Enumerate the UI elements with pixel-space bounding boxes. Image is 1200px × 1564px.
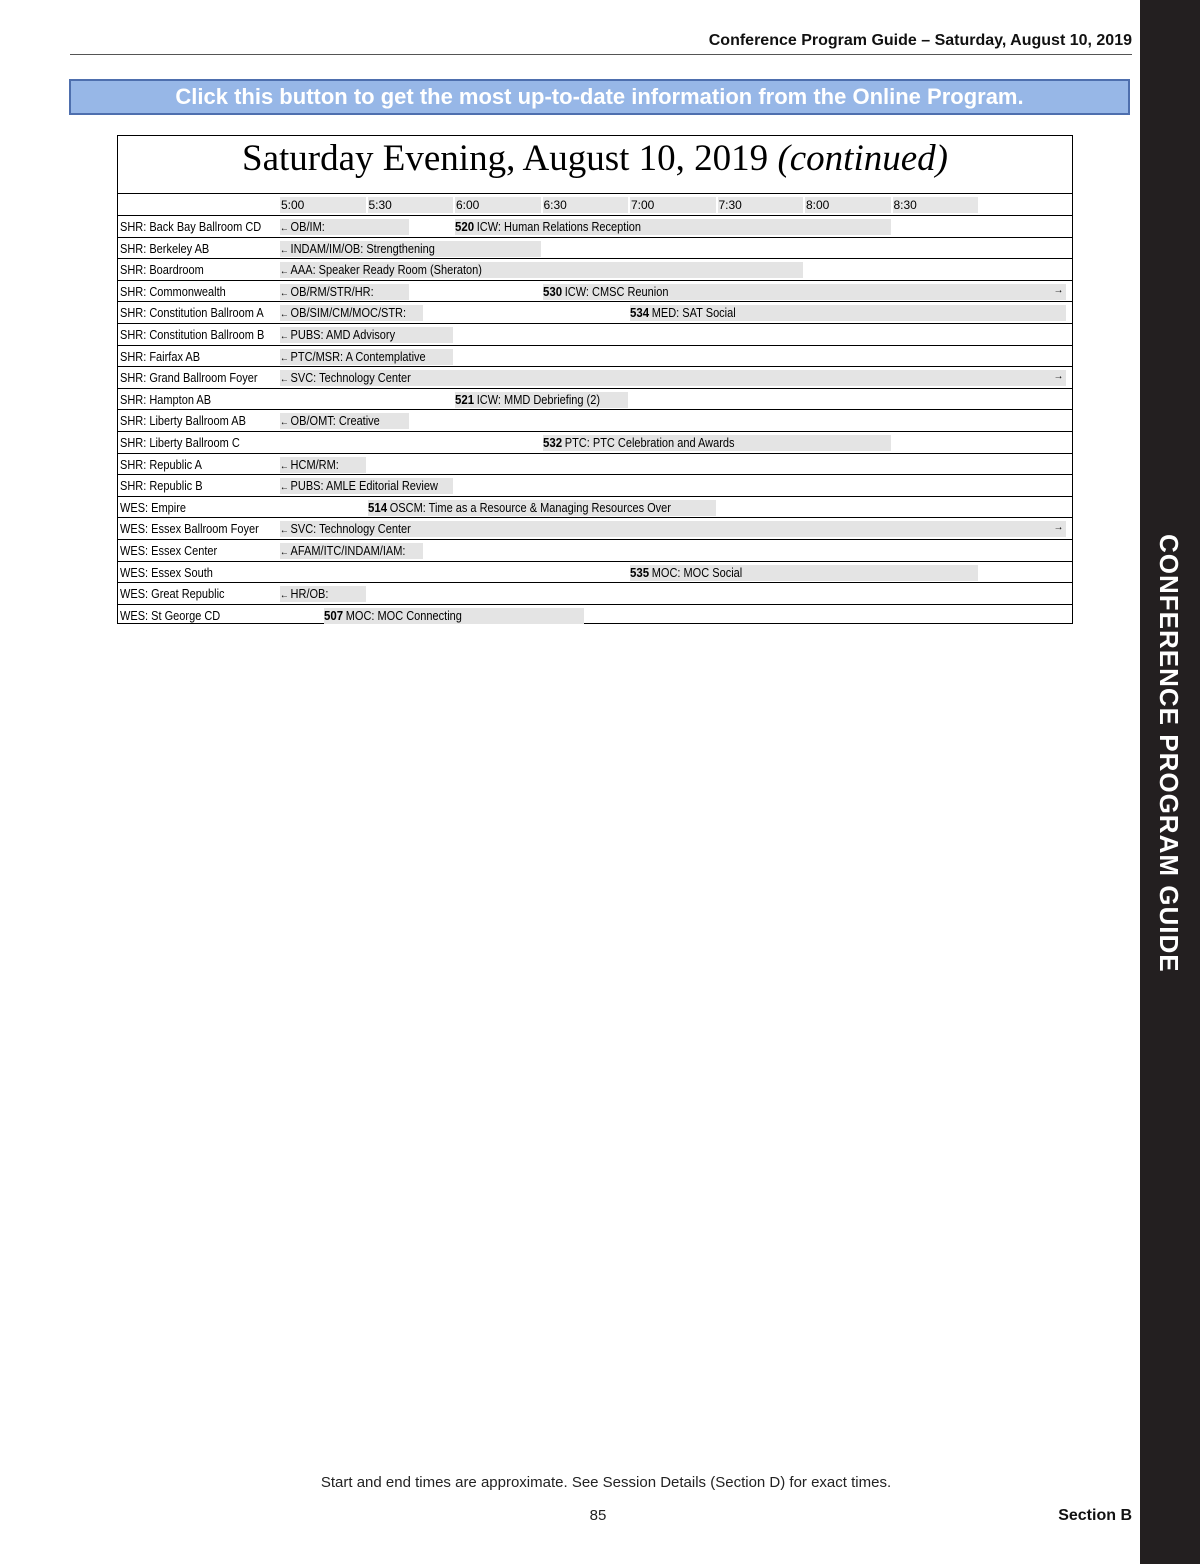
session-title: OB/SIM/CM/MOC/STR:	[290, 306, 407, 321]
session-title: PTC/MSR: A Contemplative	[290, 349, 426, 364]
session-block[interactable]	[280, 327, 453, 343]
session-title: ICW: Human Relations Reception	[476, 220, 642, 234]
room-name: SHR: Fairfax AB	[120, 349, 201, 364]
arrow-left-icon: ←	[280, 266, 289, 278]
session-title: SVC: Technology Center	[290, 522, 411, 537]
session-content	[280, 219, 325, 235]
online-program-button[interactable]: Click this button to get the most up-to-date information from the Online Program.	[69, 79, 1130, 115]
session-title: HR/OB:	[290, 587, 329, 602]
arrow-left-icon: ←	[280, 525, 289, 537]
session-title: OB/OMT: Creative	[290, 414, 380, 429]
session-block[interactable]	[543, 284, 1066, 300]
session-content	[455, 392, 600, 408]
time-label: 5:30	[368, 197, 454, 213]
session-block[interactable]	[280, 262, 803, 278]
room-name: SHR: Commonwealth	[120, 284, 226, 299]
room-name: WES: Essex Ballroom Foyer	[120, 522, 259, 537]
session-title: AAA: Speaker Ready Room (Sheraton)	[290, 263, 482, 278]
room-name: SHR: Constitution Ballroom A	[120, 306, 264, 321]
session-block[interactable]	[630, 565, 978, 581]
time-label: 5:00	[280, 197, 366, 213]
arrow-right-icon: →	[1053, 284, 1064, 296]
session-title: INDAM/IM/OB: Strengthening	[290, 241, 435, 256]
session-content	[630, 305, 736, 321]
arrow-left-icon: ←	[280, 331, 289, 342]
session-content	[630, 565, 742, 581]
table-row	[118, 562, 1072, 584]
room-name: WES: Essex Center	[120, 544, 218, 558]
session-title: OB/RM/STR/HR:	[290, 284, 374, 299]
table-row	[118, 324, 1072, 346]
schedule-title	[118, 136, 1072, 194]
session-block[interactable]	[280, 284, 409, 300]
arrow-left-icon: ←	[280, 352, 289, 364]
session-content	[543, 284, 668, 300]
table-row	[118, 475, 1072, 497]
schedule-title-suffix: (continued)	[777, 138, 948, 179]
session-block[interactable]	[280, 219, 409, 235]
session-block[interactable]	[368, 500, 716, 516]
session-number: 532	[542, 435, 562, 450]
session-title: PUBS: AMD Advisory	[290, 328, 396, 342]
room-name: WES: Great Republic	[120, 587, 225, 602]
arrow-left-icon: ←	[280, 374, 289, 386]
time-label: 8:00	[805, 197, 891, 213]
session-title: OB/IM:	[290, 220, 325, 234]
arrow-left-icon: ←	[280, 460, 289, 472]
table-row	[118, 216, 1072, 238]
session-number: 530	[542, 283, 562, 299]
arrow-left-icon: ←	[280, 482, 289, 494]
session-content	[324, 608, 462, 624]
session-block[interactable]	[280, 413, 409, 429]
session-title: HCM/RM:	[290, 457, 339, 472]
session-title: AFAM/ITC/INDAM/IAM:	[290, 544, 406, 558]
session-block[interactable]	[280, 370, 1066, 386]
header-divider	[70, 54, 1132, 55]
session-content	[280, 327, 395, 343]
room-name: SHR: Back Bay Ballroom CD	[120, 220, 262, 234]
room-name: SHR: Boardroom	[120, 263, 204, 278]
table-row	[118, 410, 1072, 432]
session-block[interactable]	[280, 305, 423, 321]
arrow-left-icon: ←	[280, 590, 289, 602]
arrow-left-icon: ←	[280, 244, 289, 256]
session-number: 535	[630, 564, 650, 580]
session-title: ICW: MMD Debriefing (2)	[476, 392, 601, 407]
table-row	[118, 497, 1072, 519]
time-label: 7:00	[630, 197, 716, 213]
session-content	[543, 435, 735, 451]
session-number: 521	[455, 391, 475, 407]
arrow-right-icon: →	[1053, 522, 1064, 534]
session-number: 520	[455, 219, 475, 234]
session-content	[280, 478, 438, 494]
session-content	[280, 305, 406, 321]
session-block[interactable]	[324, 608, 585, 624]
session-title: SVC: Technology Center	[290, 371, 411, 386]
session-number: 534	[630, 305, 650, 321]
side-tab-label: CONFERENCE PROGRAM GUIDE	[1154, 534, 1184, 973]
time-label: 8:30	[893, 197, 979, 213]
session-content	[280, 370, 411, 386]
session-title: PTC: PTC Celebration and Awards	[564, 436, 735, 450]
room-name: WES: St George CD	[120, 608, 221, 623]
session-block[interactable]	[455, 219, 891, 235]
table-row	[118, 605, 1072, 627]
room-name: SHR: Berkeley AB	[120, 241, 210, 256]
room-name: SHR: Republic B	[120, 479, 203, 494]
schedule-grid	[117, 135, 1073, 624]
session-block[interactable]	[455, 392, 628, 408]
session-title: OSCM: Time as a Resource & Managing Resources Over	[389, 500, 671, 515]
session-block[interactable]	[280, 349, 453, 365]
session-block[interactable]	[280, 543, 423, 559]
session-content	[280, 586, 328, 602]
table-row	[118, 432, 1072, 454]
table-row	[118, 238, 1072, 260]
session-block[interactable]	[280, 241, 541, 257]
arrow-left-icon: ←	[280, 309, 289, 321]
schedule-title-main: Saturday Evening, August 10, 2019	[242, 138, 769, 179]
arrow-left-icon: ←	[280, 287, 289, 299]
session-content	[280, 241, 435, 257]
session-block[interactable]	[280, 586, 366, 602]
table-row	[118, 454, 1072, 476]
table-row	[118, 540, 1072, 562]
time-label: 7:30	[718, 197, 804, 213]
session-content	[455, 219, 641, 235]
room-name: WES: Essex South	[120, 565, 213, 580]
time-label: 6:30	[543, 197, 629, 213]
arrow-left-icon: ←	[280, 547, 289, 558]
arrow-left-icon: ←	[280, 223, 289, 234]
session-content	[280, 284, 374, 300]
footer-note: Start and end times are approximate. See Session Details (Section D) for exact times.	[320, 1474, 892, 1491]
session-title: MED: SAT Social	[651, 306, 736, 321]
arrow-left-icon: ←	[280, 417, 289, 429]
room-name: SHR: Grand Ballroom Foyer	[120, 371, 258, 386]
session-title: ICW: CMSC Reunion	[564, 284, 668, 299]
page-number: 85	[589, 1507, 607, 1524]
time-label: 6:00	[455, 197, 541, 213]
session-block[interactable]	[630, 305, 1066, 321]
table-row	[118, 302, 1072, 324]
session-number: 514	[367, 499, 387, 515]
session-content	[280, 349, 426, 365]
table-row	[118, 389, 1072, 411]
session-content	[280, 262, 482, 278]
room-name: SHR: Liberty Ballroom AB	[120, 414, 246, 429]
room-name: SHR: Liberty Ballroom C	[120, 436, 240, 450]
section-label: Section B	[1058, 1507, 1132, 1524]
room-name: WES: Empire	[120, 500, 187, 515]
room-name: SHR: Republic A	[120, 457, 202, 472]
session-block[interactable]	[280, 457, 366, 473]
time-header-row	[118, 194, 1072, 216]
session-block[interactable]	[543, 435, 891, 451]
session-content	[280, 521, 411, 537]
session-content	[368, 500, 671, 516]
table-row	[118, 346, 1072, 368]
table-row	[118, 367, 1072, 389]
session-title: PUBS: AMLE Editorial Review	[290, 479, 438, 494]
table-row	[118, 259, 1072, 281]
table-row	[118, 281, 1072, 303]
arrow-right-icon: →	[1053, 371, 1064, 383]
session-content	[280, 543, 405, 559]
table-row	[118, 583, 1072, 605]
session-title: MOC: MOC Connecting	[345, 608, 462, 623]
room-name: SHR: Hampton AB	[120, 392, 212, 407]
table-row	[118, 518, 1072, 540]
page-header-title: Conference Program Guide – Saturday, August 10, 2019	[708, 32, 1132, 49]
session-title: MOC: MOC Social	[651, 565, 743, 580]
session-block[interactable]	[280, 521, 1066, 537]
session-block[interactable]	[280, 478, 453, 494]
room-name: SHR: Constitution Ballroom B	[120, 328, 265, 342]
session-content	[280, 413, 380, 429]
session-content	[280, 457, 339, 473]
session-number: 507	[323, 607, 343, 623]
